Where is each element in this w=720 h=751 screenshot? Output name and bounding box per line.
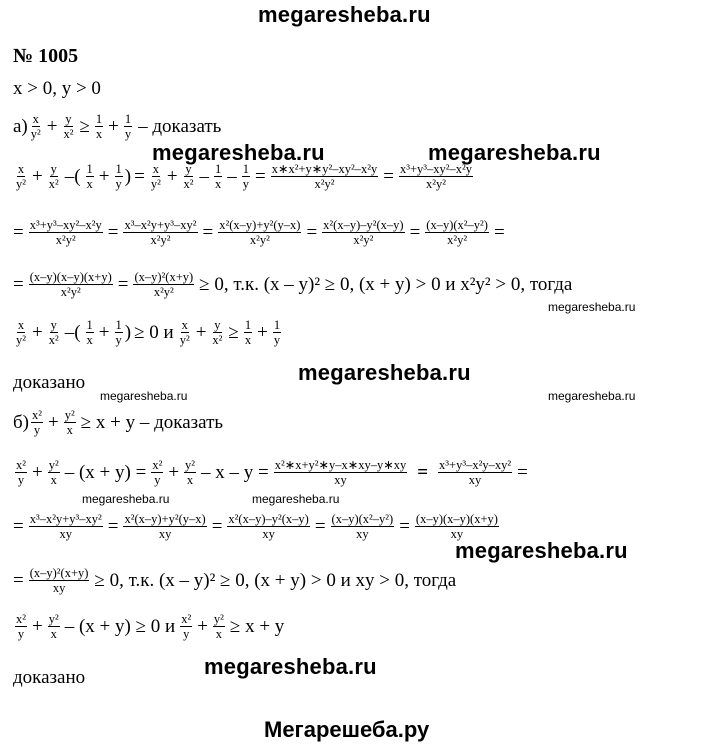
denominator: y² bbox=[16, 333, 26, 348]
denominator: xy bbox=[262, 527, 275, 542]
denominator: y² bbox=[16, 177, 26, 192]
part-a-line-3 bbox=[13, 270, 572, 300]
math-operator: + bbox=[197, 615, 208, 637]
fraction bbox=[29, 218, 103, 248]
fraction bbox=[95, 112, 103, 142]
problem-number: № 1005 bbox=[13, 45, 79, 67]
numerator: x³–x²y+y³–xy² bbox=[29, 512, 102, 526]
numerator: y bbox=[65, 112, 72, 126]
math-operator: ≥ bbox=[79, 115, 90, 137]
denominator: x²y² bbox=[314, 177, 335, 192]
numerator: 1 bbox=[115, 318, 122, 332]
numerator: x bbox=[17, 318, 25, 332]
math-operator: + bbox=[168, 461, 180, 483]
fraction bbox=[62, 112, 74, 142]
math-operator: = bbox=[107, 515, 119, 537]
numerator: 1 bbox=[95, 112, 103, 126]
denominator: x²y² bbox=[447, 233, 468, 248]
math-operator: + bbox=[46, 115, 58, 137]
fraction bbox=[29, 512, 103, 542]
numerator: y² bbox=[185, 458, 196, 472]
fraction bbox=[273, 318, 281, 348]
fraction bbox=[48, 162, 60, 192]
denominator: x bbox=[86, 333, 93, 348]
denominator: x²y² bbox=[60, 285, 81, 300]
math-operator: = bbox=[13, 273, 24, 295]
math-operator: + bbox=[32, 461, 43, 483]
math-operator: = bbox=[117, 273, 129, 295]
numerator: x∗x²+y∗y²–xy²–x²y bbox=[271, 162, 378, 176]
denominator: y bbox=[183, 627, 190, 642]
math-operator: + bbox=[32, 615, 43, 637]
denominator: y bbox=[124, 127, 132, 142]
fraction bbox=[133, 270, 194, 300]
numerator: y bbox=[185, 162, 192, 176]
numerator: x³+y³–xy²–x²y bbox=[399, 162, 473, 176]
denominator: x bbox=[50, 473, 57, 488]
numerator: x³–x²y+y³–xy² bbox=[124, 218, 197, 232]
numerator: (x–y)²(x+y) bbox=[29, 566, 89, 580]
fraction bbox=[322, 218, 404, 248]
numerator: 1 bbox=[86, 162, 93, 176]
denominator: x² bbox=[48, 333, 59, 348]
fraction bbox=[151, 458, 163, 488]
fraction bbox=[86, 162, 94, 192]
numerator: y² bbox=[213, 612, 224, 626]
bold-watermark: megaresheba.ru bbox=[428, 140, 601, 165]
denominator: y² bbox=[30, 127, 41, 142]
math-operator: – (x + y) = bbox=[64, 461, 147, 483]
fraction bbox=[218, 218, 301, 248]
math-operator: = bbox=[211, 515, 223, 537]
fraction bbox=[184, 458, 196, 488]
numerator: 1 bbox=[215, 162, 222, 176]
fraction bbox=[48, 458, 60, 488]
fraction bbox=[64, 408, 76, 438]
small-watermark: megaresheba.ru bbox=[548, 389, 636, 403]
numerator: 1 bbox=[86, 318, 93, 332]
denominator: xy bbox=[450, 527, 464, 542]
numerator: x² bbox=[152, 458, 163, 472]
math-operator: = bbox=[202, 221, 214, 243]
numerator: x²(x–y)+y²(y–x) bbox=[219, 218, 301, 232]
header-watermark: megaresheba.ru bbox=[258, 2, 431, 27]
denominator: y bbox=[17, 473, 25, 488]
fraction bbox=[31, 408, 43, 438]
denominator: x bbox=[244, 333, 252, 348]
fraction bbox=[29, 270, 113, 300]
math-operator: = bbox=[314, 515, 326, 537]
math-operator: = bbox=[134, 165, 145, 187]
denominator: x bbox=[50, 627, 57, 642]
math-operator: = bbox=[107, 221, 119, 243]
fraction bbox=[179, 318, 191, 348]
bold-watermark: megaresheba.ru bbox=[152, 140, 325, 165]
fraction bbox=[227, 512, 309, 542]
fraction bbox=[438, 458, 512, 488]
part-a-label: а) bbox=[13, 115, 28, 137]
small-watermark: megaresheba.ru bbox=[100, 389, 188, 403]
math-operator: + bbox=[195, 321, 207, 343]
footer-watermark: Мегарешеба.ру bbox=[264, 717, 430, 742]
fraction bbox=[86, 318, 94, 348]
fraction bbox=[213, 612, 225, 642]
numerator: x bbox=[181, 318, 188, 332]
denominator: x bbox=[186, 473, 194, 488]
denominator: x² bbox=[212, 333, 223, 348]
numerator: 1 bbox=[115, 162, 122, 176]
math-operator: + bbox=[98, 321, 110, 343]
fraction bbox=[123, 512, 206, 542]
denominator: xy bbox=[52, 581, 66, 596]
denominator: x² bbox=[183, 177, 194, 192]
small-watermark: megaresheba.ru bbox=[82, 492, 170, 506]
math-operator: + bbox=[108, 115, 119, 137]
numerator: y² bbox=[64, 408, 75, 422]
fraction bbox=[211, 318, 223, 348]
fraction bbox=[124, 112, 132, 142]
numerator: 1 bbox=[244, 318, 252, 332]
math-operator: –( bbox=[64, 321, 81, 343]
numerator: (x–y)(x²–y²) bbox=[331, 512, 394, 526]
numerator: x bbox=[17, 162, 25, 176]
numerator: (x–y)(x²–y²) bbox=[426, 218, 488, 232]
part-b-tail: ≥ 0, т.к. (x – y)² ≥ 0, (x + y) > 0 и xy > 0, тогда bbox=[94, 569, 457, 591]
math-operator: = bbox=[399, 515, 410, 537]
fraction bbox=[115, 318, 123, 348]
denominator: y bbox=[115, 333, 122, 348]
math-operator: –( bbox=[64, 165, 81, 187]
denominator: y bbox=[33, 423, 41, 438]
numerator: x³+y³–x²y–xy² bbox=[439, 458, 512, 472]
math-operator: + bbox=[48, 411, 59, 433]
numerator: y² bbox=[48, 612, 59, 626]
denominator: x bbox=[66, 423, 73, 438]
numerator: y bbox=[50, 162, 57, 176]
math-operator: ≥ x + y bbox=[229, 615, 285, 637]
numerator: y² bbox=[48, 458, 59, 472]
denominator: y² bbox=[179, 333, 190, 348]
part-a-statement bbox=[13, 112, 221, 142]
part-a-tail: ≥ 0, т.к. (x – y)² ≥ 0, (x + y) > 0 и x²y² > 0, тогда bbox=[199, 273, 573, 295]
denominator: x²y² bbox=[55, 233, 76, 248]
denominator: xy bbox=[158, 527, 172, 542]
fraction bbox=[29, 566, 90, 596]
prove-suffix: – доказать bbox=[138, 115, 222, 137]
denominator: x²y² bbox=[249, 233, 270, 248]
denominator: x bbox=[215, 177, 222, 192]
numerator: y bbox=[214, 318, 221, 332]
fraction bbox=[399, 162, 473, 192]
numerator: x² bbox=[16, 458, 26, 472]
math-operator: + bbox=[166, 165, 178, 187]
math-operator: – x – y = bbox=[201, 461, 269, 483]
numerator: 1 bbox=[273, 318, 281, 332]
math-operator: + bbox=[98, 165, 110, 187]
bold-watermark: megaresheba.ru bbox=[455, 538, 628, 563]
denominator: xy bbox=[356, 527, 369, 542]
denominator: x²y² bbox=[353, 233, 374, 248]
numerator: x²(x–y)–y²(x–y) bbox=[323, 218, 404, 232]
denominator: xy bbox=[334, 473, 347, 488]
math-operator: = bbox=[409, 221, 421, 243]
fraction bbox=[15, 162, 27, 192]
denominator: x² bbox=[48, 177, 59, 192]
bold-watermark: megaresheba.ru bbox=[204, 654, 377, 679]
math-operator: ≥ 0 и bbox=[134, 321, 174, 343]
math-operator: = bbox=[13, 569, 24, 591]
part-b-line-3 bbox=[13, 566, 456, 596]
math-operator: = bbox=[383, 165, 394, 187]
fraction bbox=[331, 512, 395, 542]
numerator: x bbox=[32, 112, 39, 126]
numerator: x bbox=[152, 162, 159, 176]
math-operator: – bbox=[199, 165, 210, 187]
math-operator: = bbox=[517, 461, 528, 483]
small-watermark: megaresheba.ru bbox=[548, 300, 636, 314]
fraction bbox=[425, 218, 489, 248]
fraction bbox=[15, 318, 27, 348]
denominator: x bbox=[86, 177, 93, 192]
fraction bbox=[30, 112, 42, 142]
fraction bbox=[242, 162, 250, 192]
part-a-line-2 bbox=[13, 218, 508, 248]
part-b-line-1 bbox=[13, 458, 531, 488]
denominator: x²y² bbox=[150, 233, 171, 248]
math-operator: + bbox=[32, 321, 43, 343]
part-b-statement bbox=[13, 408, 223, 438]
fraction bbox=[150, 162, 162, 192]
fraction bbox=[48, 612, 60, 642]
numerator: x²(x–y)–y²(x–y) bbox=[228, 512, 309, 526]
fraction bbox=[48, 318, 60, 348]
math-operator: ≥ bbox=[228, 321, 239, 343]
math-operator: – (x + y) ≥ 0 и bbox=[64, 615, 176, 637]
prove-text: ≥ x + y – доказать bbox=[80, 411, 224, 433]
denominator: x bbox=[95, 127, 103, 142]
math-operator: = bbox=[13, 221, 24, 243]
fraction bbox=[115, 162, 123, 192]
denominator: y bbox=[115, 177, 122, 192]
denominator: x²y² bbox=[153, 285, 174, 300]
math-operator: = bbox=[13, 515, 24, 537]
denominator: y² bbox=[150, 177, 161, 192]
denominator: x bbox=[215, 627, 223, 642]
math-operator: = bbox=[255, 165, 266, 187]
part-a-conclusion: $\frac{x}{\text{y²}}$ + $\frac{y}{\text{x²}}$ –( $\frac{1}{x}$ + $\frac{1}{y}$ ) ≥ 0 и $\frac{x}{\text{y²}}$ + $\frac{y}{\text{x²}}$ ≥ $\frac{1}{x}$ + $\frac{1}{y}$ bbox=[16, 318, 281, 348]
fraction bbox=[15, 612, 27, 642]
numerator: x² bbox=[32, 408, 42, 422]
denominator: y bbox=[154, 473, 161, 488]
part-b-conclusion bbox=[13, 612, 287, 642]
denominator: x²y² bbox=[425, 177, 446, 192]
part-b-proved: доказано bbox=[13, 667, 86, 688]
small-watermark: megaresheba.ru bbox=[252, 492, 340, 506]
bold-watermark: megaresheba.ru bbox=[298, 360, 471, 385]
math-operator: = bbox=[417, 461, 429, 483]
part-a-proved: доказано bbox=[13, 372, 86, 393]
math-operator: + bbox=[32, 165, 43, 187]
denominator: y bbox=[273, 333, 281, 348]
fraction bbox=[183, 162, 195, 192]
math-operator: + bbox=[257, 321, 268, 343]
fraction bbox=[244, 318, 252, 348]
math-operator: – bbox=[227, 165, 237, 187]
fraction bbox=[15, 458, 27, 488]
numerator: (x–y)(x–y)(x+y) bbox=[29, 270, 112, 284]
denominator: xy bbox=[468, 473, 482, 488]
numerator: (x–y)²(x+y) bbox=[134, 270, 194, 284]
part-b-line-2 bbox=[13, 512, 501, 542]
numerator: 1 bbox=[242, 162, 250, 176]
fraction bbox=[214, 162, 222, 192]
numerator: y bbox=[50, 318, 57, 332]
fraction bbox=[274, 458, 407, 488]
fraction bbox=[271, 162, 379, 192]
numerator: 1 bbox=[124, 112, 132, 126]
math-operator: = bbox=[493, 221, 505, 243]
numerator: (x–y)(x–y)(x+y) bbox=[415, 512, 498, 526]
numerator: x²∗x+y²∗y–x∗xy–y∗xy bbox=[274, 458, 407, 472]
numerator: x³+y³–xy²–x²y bbox=[29, 218, 102, 232]
fraction bbox=[180, 612, 192, 642]
part-b-label: б) bbox=[13, 411, 29, 433]
denominator: xy bbox=[59, 527, 72, 542]
numerator: x² bbox=[16, 612, 26, 626]
numerator: x² bbox=[181, 612, 192, 626]
part-a-line-1: $\frac{x}{\text{y²}}$ + $\frac{y}{\text{x²}}$ –( $\frac{1}{x}$ + $\frac{1}{y}$ ) = $\frac{x}{\text{y²}}$ + $\frac{y}{\text{x²}}$ – $\frac{1}{x}$ – $\frac{1}{y}$ = $\frac{\text{x∗x²+y∗y²–xy²–x²y}}{\text{x²y²}}$ = $\frac{\text{x³+y³–xy²–x²y}}{\text{x²y²}}$ bbox=[16, 162, 473, 192]
denominator: x² bbox=[63, 127, 74, 142]
numerator: x²(x–y)+y²(y–x) bbox=[124, 512, 206, 526]
problem-condition: x > 0, y > 0 bbox=[13, 78, 101, 99]
denominator: y bbox=[242, 177, 250, 192]
fraction bbox=[123, 218, 197, 248]
math-operator: = bbox=[306, 221, 318, 243]
denominator: y bbox=[17, 627, 25, 642]
